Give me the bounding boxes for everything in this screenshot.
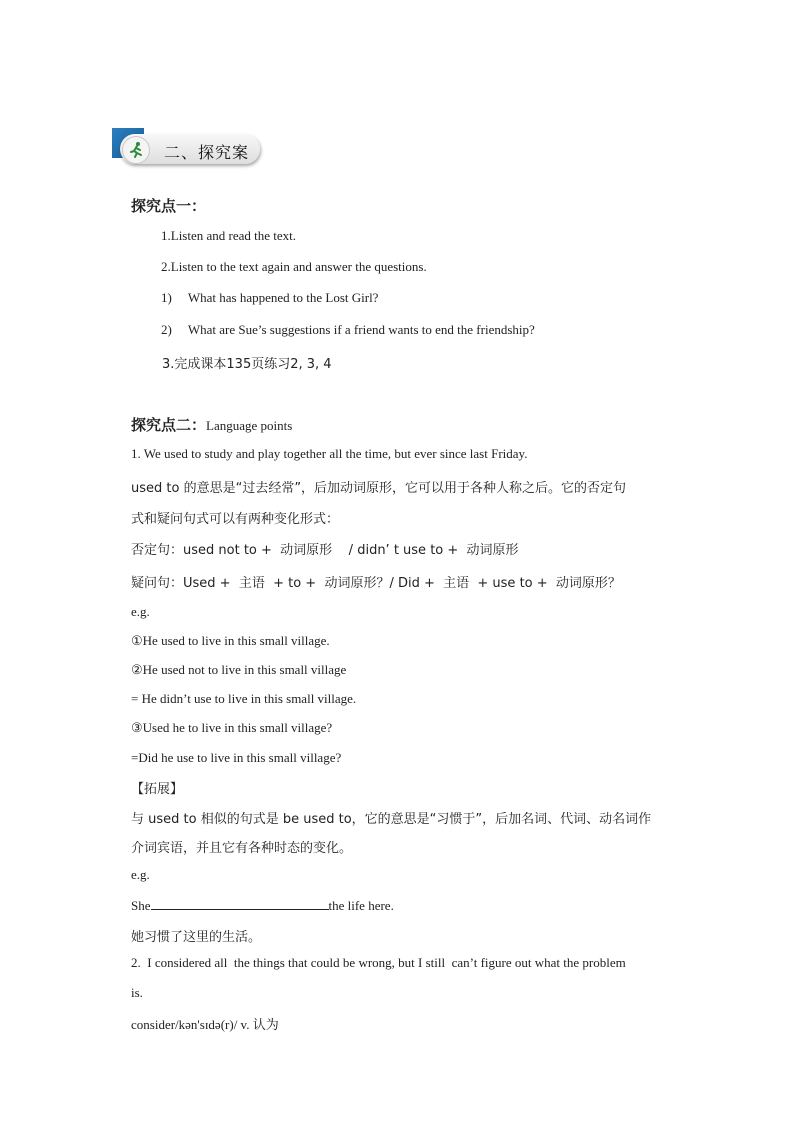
runner-icon xyxy=(122,136,150,164)
fill-blank-line xyxy=(131,897,394,914)
example-line: ②He used not to live in this small village xyxy=(131,662,347,677)
example-label: e.g. xyxy=(131,604,150,619)
sentence-line: is. xyxy=(131,985,143,1000)
translation-line: 她习惯了这里的生活。 xyxy=(131,930,262,945)
extension-line: 与 used to 相似的句式是 be used to，它的意思是“习惯于”，后加名词、代词、动名词作 xyxy=(131,812,652,827)
sentence-line: 1. We used to study and play together all the time, but ever since last Friday. xyxy=(131,446,528,461)
section-header xyxy=(112,128,262,166)
point1-item: 2.Listen to the text again and answer the questions. xyxy=(161,259,427,274)
fill-blank-after: the life here. xyxy=(328,898,394,913)
extension-label: 【拓展】 xyxy=(131,782,184,797)
question-form-line: 疑问句：Used + 主语 + to + 动词原形？/ Did + 主语 + use to + 动词原形？ xyxy=(131,576,621,591)
point1-question: 2) What are Sue’s suggestions if a friend wants to end the friendship? xyxy=(161,322,535,337)
vocab-line: consider/kən'sɪdə(r)/ v. 认为 xyxy=(131,1017,279,1032)
example-line: =Did he use to live in this small village? xyxy=(131,750,342,765)
point2-heading xyxy=(131,414,292,435)
section-title: 二、探究案 xyxy=(164,143,250,162)
point1-item: 1.Listen and read the text. xyxy=(161,228,297,243)
negative-form-line: 否定句：used not to + 动词原形 / didn’ t use to + 动词原形 xyxy=(131,543,519,558)
fill-blank-before: She xyxy=(131,898,151,913)
example-line: ③Used he to live in this small village? xyxy=(131,720,333,735)
example-line: ①He used to live in this small village. xyxy=(131,633,330,648)
answer-blank[interactable] xyxy=(151,897,329,910)
sentence-line: 2. I considered all the things that could be wrong, but I still can’t figure out what the problem xyxy=(131,955,626,970)
extension-line: 介词宾语，并且它有各种时态的变化。 xyxy=(131,841,353,856)
example-label: e.g. xyxy=(131,867,150,882)
explanation-line: used to 的意思是“过去经常”，后加动词原形，它可以用于各种人称之后。它的否定句 xyxy=(131,481,627,496)
point1-item: 3.完成课本135页练习2, 3, 4 xyxy=(162,357,332,372)
example-line: = He didn’t use to live in this small village. xyxy=(131,691,357,706)
point2-heading-suffix: Language points xyxy=(206,418,293,433)
explanation-line: 式和疑问句式可以有两种变化形式： xyxy=(131,512,340,527)
point1-question: 1) What has happened to the Lost Girl? xyxy=(161,290,379,305)
point2-heading-label: 探究点二： xyxy=(131,416,207,434)
point1-heading: 探究点一： xyxy=(131,197,207,215)
